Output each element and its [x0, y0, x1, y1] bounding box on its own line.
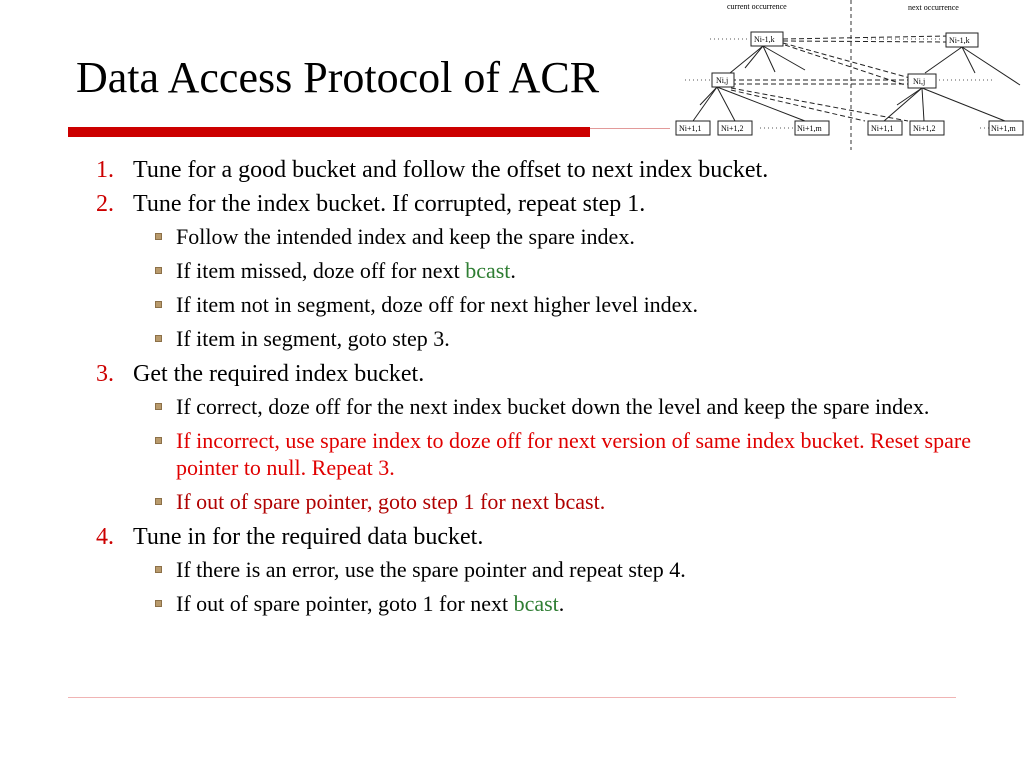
- svg-text:Ni,j: Ni,j: [913, 77, 926, 86]
- sub-bullet-error: [96, 427, 996, 481]
- step-text: Tune for a good bucket and follow the offset to next index bucket.: [133, 157, 769, 183]
- sub-bullet-text: If out of spare pointer, goto 1 for next: [176, 591, 514, 616]
- svg-text:Ni,j: Ni,j: [716, 76, 729, 85]
- sub-bullet: [96, 223, 996, 250]
- svg-text:Ni-1,k: Ni-1,k: [754, 35, 775, 44]
- step-3: [96, 359, 996, 389]
- sub-bullet-text-end: .: [558, 591, 565, 616]
- square-bullet-icon: [155, 267, 162, 274]
- node-right-bm: [989, 121, 1023, 135]
- step-text: Tune for the index bucket. If corrupted, repeat step 1.: [133, 191, 646, 217]
- sub-bullet: [96, 556, 996, 583]
- index-tree-diagram: [665, 0, 1024, 150]
- node-left-bm: [795, 121, 829, 135]
- step-2: [96, 189, 996, 219]
- square-bullet-icon: [155, 437, 162, 444]
- step-number: 4.: [96, 524, 114, 550]
- square-bullet-icon: [155, 403, 162, 410]
- bcast-highlight: bcast: [513, 591, 559, 616]
- svg-text:Ni+1,m: Ni+1,m: [991, 124, 1016, 133]
- square-bullet-icon: [155, 498, 162, 505]
- square-bullet-icon: [155, 566, 162, 573]
- node-left-b2: [718, 121, 752, 135]
- title-underline-thin: [590, 128, 670, 129]
- sub-bullet-text: If incorrect, use spare index to doze off for next version of same index bucket. Reset spare pointer to null. Repeat 3.: [176, 428, 971, 480]
- node-left-b1: [676, 121, 710, 135]
- sub-bullet-text: If item missed, doze off for next: [176, 258, 466, 283]
- sub-bullet-text-end: .: [510, 258, 516, 283]
- step-number: 1.: [96, 157, 114, 183]
- step-4: [96, 522, 996, 552]
- step-1: [96, 155, 996, 185]
- sub-bullet-warning: [96, 488, 996, 515]
- node-left-mid: [712, 73, 734, 87]
- step-text: Get the required index bucket.: [133, 361, 425, 387]
- label-next-occurrence: next occurrence: [908, 3, 959, 12]
- sub-bullet: [96, 325, 996, 352]
- sub-bullet-text: If there is an error, use the spare pointer and repeat step 4.: [176, 557, 686, 582]
- slide-title: Data Access Protocol of ACR: [76, 53, 600, 102]
- step-number: 2.: [96, 191, 114, 217]
- square-bullet-icon: [155, 335, 162, 342]
- step-number: 3.: [96, 361, 114, 387]
- sub-bullet-text: If correct, doze off for the next index bucket down the level and keep the spare index.: [176, 394, 930, 419]
- square-bullet-icon: [155, 233, 162, 240]
- sub-bullet: [96, 393, 996, 420]
- svg-text:Ni-1,k: Ni-1,k: [949, 36, 970, 45]
- node-right-b1: [868, 121, 902, 135]
- sub-bullet-text: Follow the intended index and keep the spare index.: [176, 224, 635, 249]
- footer-divider: [68, 697, 956, 698]
- sub-bullet-text: If item not in segment, doze off for next higher level index.: [176, 292, 698, 317]
- node-right-b2: [910, 121, 944, 135]
- svg-text:Ni+1,m: Ni+1,m: [797, 124, 822, 133]
- svg-text:Ni+1,2: Ni+1,2: [913, 124, 936, 133]
- node-left-top: [751, 32, 783, 46]
- svg-text:Ni+1,1: Ni+1,1: [871, 124, 894, 133]
- svg-text:Ni+1,1: Ni+1,1: [679, 124, 702, 133]
- slide-content: [96, 155, 996, 624]
- node-right-mid: [908, 74, 936, 88]
- svg-text:Ni+1,2: Ni+1,2: [721, 124, 744, 133]
- bcast-highlight: bcast: [465, 258, 511, 283]
- node-right-top: [946, 33, 978, 47]
- square-bullet-icon: [155, 301, 162, 308]
- step-text: Tune in for the required data bucket.: [133, 524, 484, 550]
- sub-bullet-text: If out of spare pointer, goto step 1 for next bcast.: [176, 489, 606, 514]
- square-bullet-icon: [155, 600, 162, 607]
- label-current-occurrence: current occurrence: [727, 2, 787, 11]
- title-underline-bar: [68, 127, 590, 137]
- sub-bullet: [96, 291, 996, 318]
- sub-bullet: [96, 590, 996, 617]
- sub-bullet: [96, 257, 996, 284]
- sub-bullet-text: If item in segment, goto step 3.: [176, 326, 450, 351]
